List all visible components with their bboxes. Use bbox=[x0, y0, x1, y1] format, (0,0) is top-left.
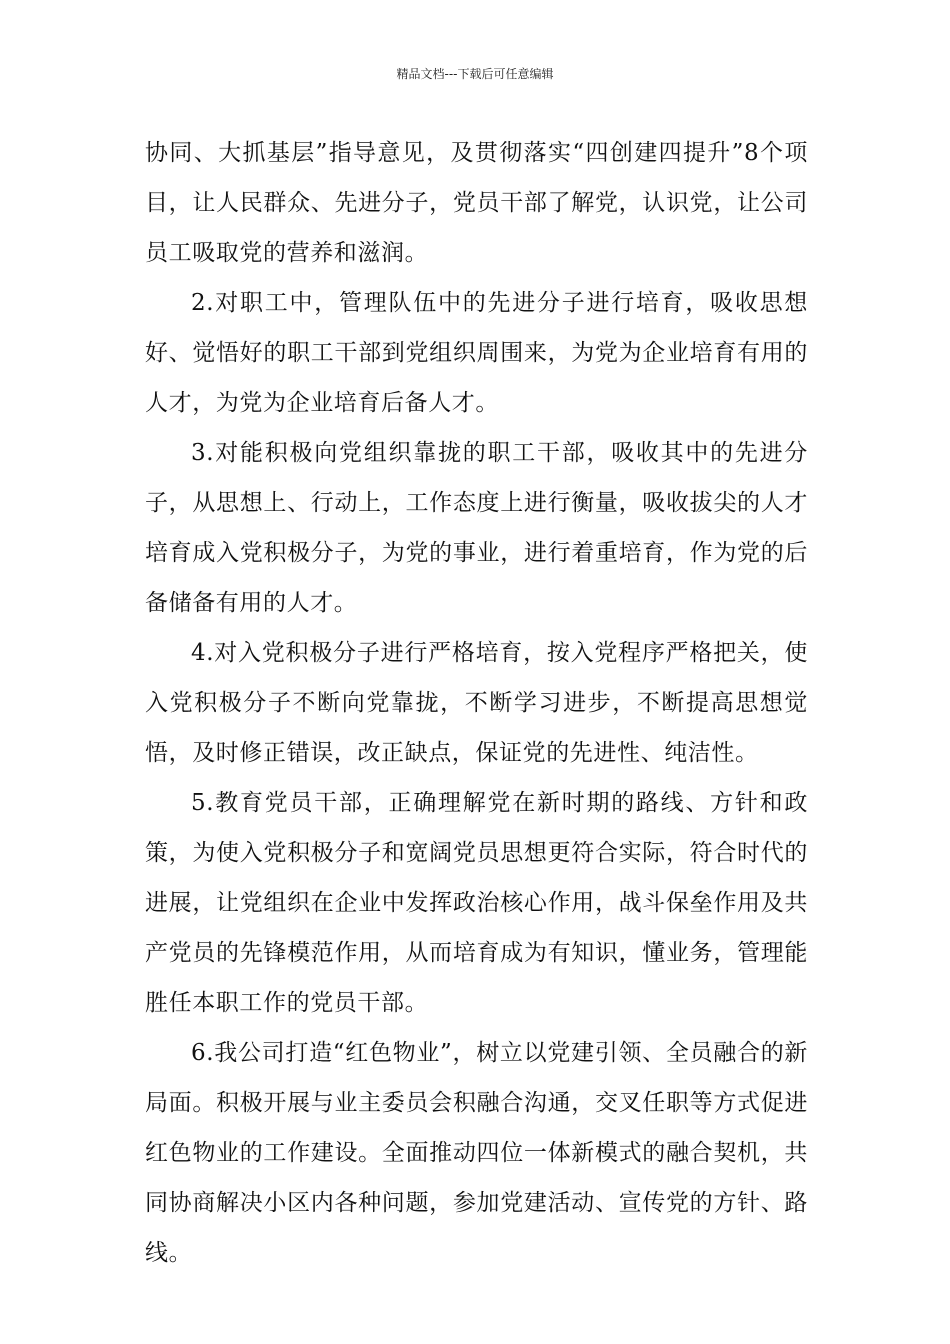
paragraph-item-5: 5.教育党员干部，正确理解党在新时期的路线、方针和政策，为使入党积极分子和宽阔党员思想更符合实际，符合时代的进展，让党组织在企业中发挥政治核心作用，战斗保垒作用及共产党员的先锋模范作用，从而培育成为有知识，懂业务，管理能胜任本职工作的党员干部。 bbox=[145, 790, 808, 1016]
paragraph-continuation: 协同、大抓基层”指导意见，及贯彻落实“四创建四提升”8个项目，让人民群众、先进分子，党员干部了解党，认识党，让公司员工吸取党的营养和滋润。 bbox=[145, 140, 808, 266]
paragraph-item-3: 3.对能积极向党组织靠拢的职工干部，吸收其中的先进分子，从思想上、行动上，工作态度上进行衡量，吸收拔尖的人才培育成入党积极分子，为党的事业，进行着重培育，作为党的后备储备有用的人才。 bbox=[145, 440, 808, 616]
paragraph-item-4: 4.对入党积极分子进行严格培育，按入党程序严格把关，使入党积极分子不断向党靠拢，不断学习进步，不断提高思想觉悟，及时修正错误，改正缺点，保证党的先进性、纯洁性。 bbox=[145, 640, 808, 766]
paragraph-item-2: 2.对职工中，管理队伍中的先进分子进行培育，吸收思想好、觉悟好的职工干部到党组织周围来，为党为企业培育有用的人才，为党为企业培育后备人才。 bbox=[145, 290, 808, 416]
document-body bbox=[145, 128, 808, 1278]
paragraph-item-6: 6.我公司打造“红色物业”，树立以党建引领、全员融合的新局面。积极开展与业主委员会积融合沟通，交叉任职等方式促进红色物业的工作建设。全面推动四位一体新模式的融合契机，共同协商解决小区内各种问题，参加党建活动、宣传党的方针、路线。 bbox=[145, 1040, 808, 1266]
page-header: 精品文档---下载后可任意编辑 bbox=[396, 67, 554, 81]
